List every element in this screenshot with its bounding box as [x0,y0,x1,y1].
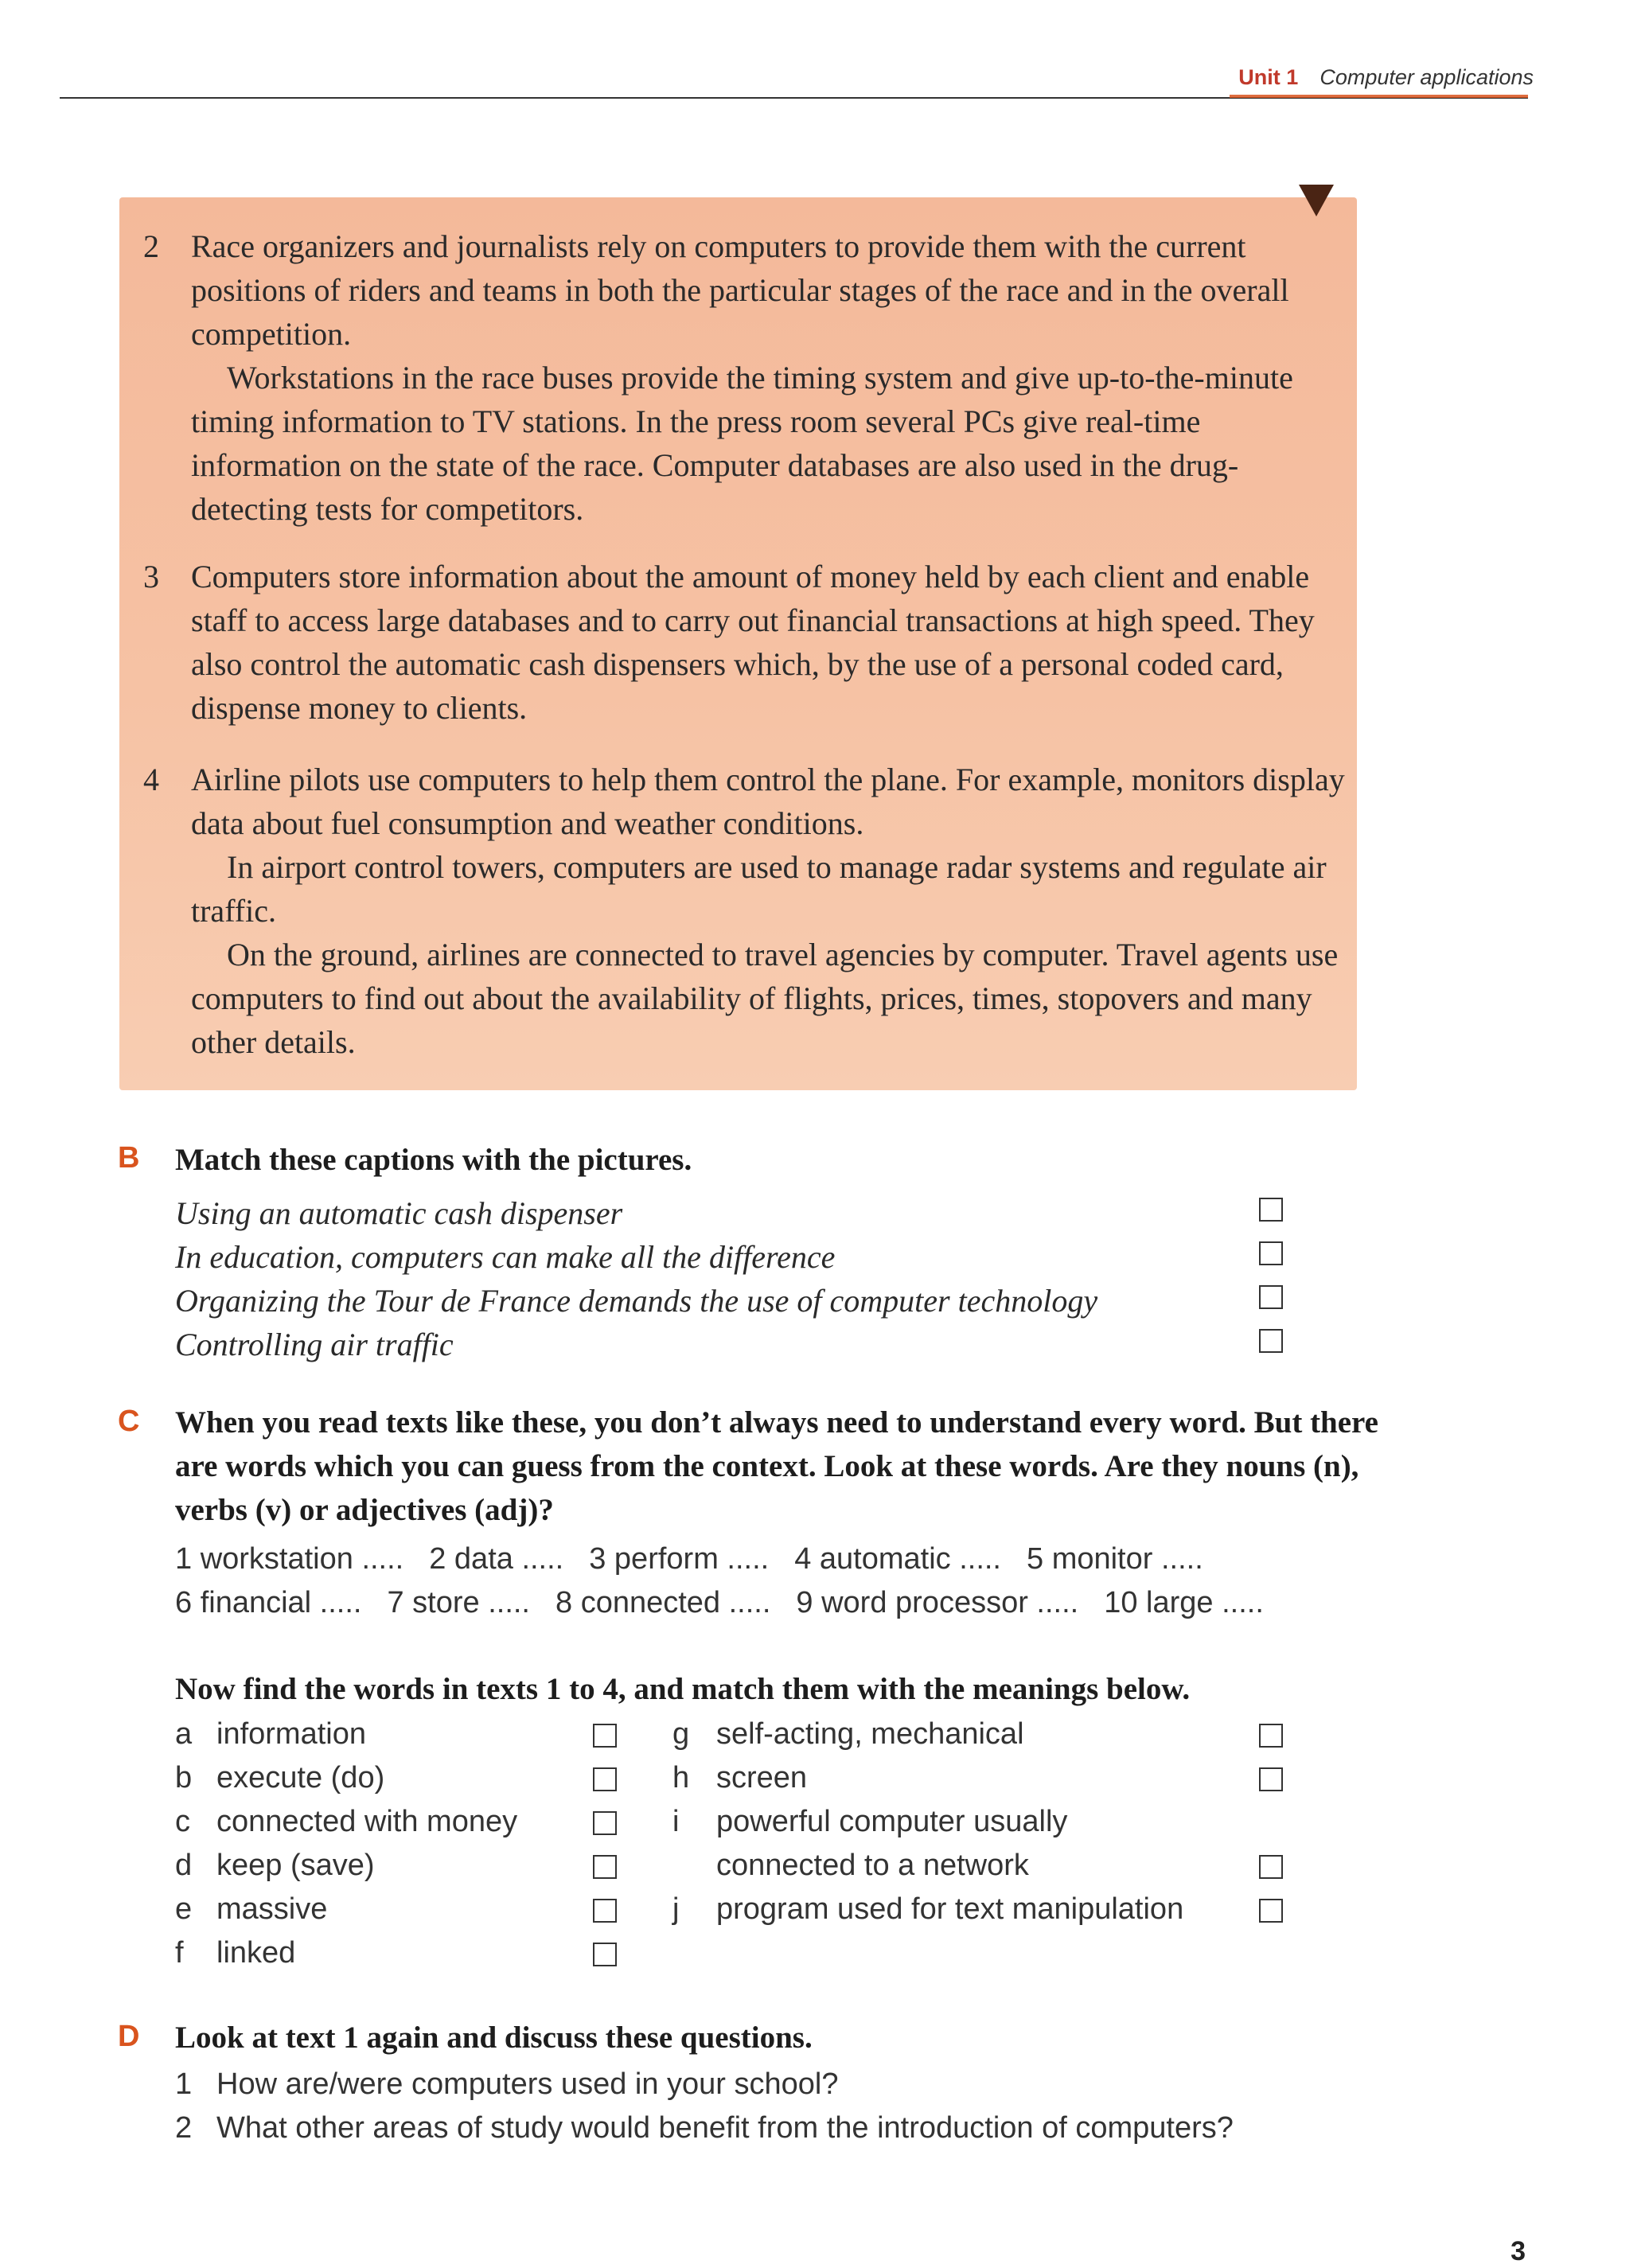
word-item: 7 store ..... [387,1586,530,1619]
meaning-text: execute (do) [216,1761,385,1795]
answer-checkbox[interactable] [1259,1285,1283,1309]
meaning-letter: d [175,1849,193,1882]
unit-label: Unit 1 [1238,65,1299,89]
question-number: 2 [175,2111,193,2145]
word-item: 10 large ..... [1104,1586,1264,1619]
meaning-text: massive [216,1892,328,1926]
text-paragraph: Workstations in the race buses provide the timing system and give up-to-the-minute timing information to TV stations. In the press room several PCs give real-time information on the state of the race. Computer databases are also used in the drug-detecting tests for competitors. [191,360,1293,527]
section-letter: D [118,2020,140,2053]
word-item: 8 connected ..... [555,1586,771,1619]
word-list-line-1 [175,1542,1203,1576]
word-item: 4 automatic ..... [794,1542,1001,1576]
page-number: 3 [1511,2236,1526,2266]
meaning-text: linked [216,1936,296,1970]
answer-checkbox[interactable] [1259,1241,1283,1265]
question-number: 1 [175,2067,193,2101]
section-letter: B [118,1141,140,1175]
word-item: 3 perform ..... [589,1542,770,1576]
section-d-instruction: Look at text 1 again and discuss these questions. [175,2021,813,2055]
answer-checkbox[interactable] [593,1943,617,1966]
caption: Controlling air traffic [175,1327,454,1362]
meaning-letter: a [175,1717,193,1751]
answer-checkbox[interactable] [1259,1855,1283,1879]
answer-checkbox[interactable] [1259,1329,1283,1353]
text-2 [191,224,1353,531]
answer-checkbox[interactable] [1259,1198,1283,1222]
text-3 [191,555,1353,730]
section-b-instruction: Match these captions with the pictures. [175,1143,692,1177]
meaning-letter: j [672,1892,680,1926]
text-paragraph: Computers store information about the amount of money held by each client and enable staff to access large databases and to carry out financial transactions at high speed. They also control the automatic cash dispensers which, by the use of a personal coded card, dispense money to clients. [191,559,1315,726]
word-list-line-2 [175,1586,1264,1620]
meaning-letter: c [175,1805,190,1838]
triangle-marker-icon [1299,185,1334,216]
meaning-text-continued: connected to a network [716,1849,1029,1882]
meaning-letter: h [672,1761,690,1795]
meaning-text: keep (save) [216,1849,375,1882]
text-paragraph: Airline pilots use computers to help them control the plane. For example, monitors display data about fuel consumption and weather conditions. [191,762,1345,841]
text-number: 2 [143,228,159,264]
text-paragraph: In airport control towers, computers are used to manage radar systems and regulate air traffic. [191,849,1327,929]
answer-checkbox[interactable] [1259,1767,1283,1791]
caption: In education, computers can make all the difference [175,1239,836,1275]
meaning-letter: e [175,1892,193,1926]
question-text: What other areas of study would benefit from the introduction of computers? [216,2111,1234,2145]
word-item: 6 financial ..... [175,1586,362,1619]
meaning-text: powerful computer usually [716,1805,1068,1838]
word-item: 5 monitor ..... [1027,1542,1203,1576]
answer-checkbox[interactable] [593,1724,617,1748]
section-letter: C [118,1405,140,1438]
unit-title: Computer applications [1320,65,1534,89]
meaning-letter: b [175,1761,193,1795]
meaning-text: screen [716,1761,808,1795]
meaning-text: self-acting, mechanical [716,1717,1024,1751]
text-paragraph: On the ground, airlines are connected to travel agencies by computer. Travel agents use computers to find out about the availability of flights, prices, times, stopovers and many other details. [191,937,1339,1060]
word-item: 1 workstation ..... [175,1542,404,1576]
meaning-text: program used for text manipulation [716,1892,1184,1926]
answer-checkbox[interactable] [1259,1724,1283,1748]
caption: Organizing the Tour de France demands the use of computer technology [175,1283,1098,1319]
match-instruction: Now find the words in texts 1 to 4, and match them with the meanings below. [175,1672,1191,1706]
answer-checkbox[interactable] [593,1767,617,1791]
header-accent-rule [1230,95,1528,98]
text-number: 4 [143,762,159,797]
word-item: 9 word processor ..... [796,1586,1079,1619]
text-paragraph: Race organizers and journalists rely on computers to provide them with the current positions of riders and teams in both the particular stages of the race and in the overall competition. [191,228,1289,352]
answer-checkbox[interactable] [593,1899,617,1923]
running-head [1238,65,1534,90]
meaning-text: information [216,1717,366,1751]
answer-checkbox[interactable] [593,1811,617,1835]
text-number: 3 [143,559,159,594]
meaning-letter: g [672,1717,690,1751]
question-text: How are/were computers used in your school? [216,2067,839,2101]
word-item: 2 data ..... [429,1542,564,1576]
meaning-letter: f [175,1936,184,1970]
text-4 [191,758,1353,1064]
answer-checkbox[interactable] [593,1855,617,1879]
meaning-letter: i [672,1805,680,1838]
answer-checkbox[interactable] [1259,1899,1283,1923]
meaning-text: connected with money [216,1805,518,1838]
caption: Using an automatic cash dispenser [175,1195,623,1231]
section-c-instruction: When you read texts like these, you don’t always need to understand every word. But there are words which you can guess from the context. Look at these words. Are they nouns (n), verbs (v) or adjectives (adj)? [175,1405,1378,1527]
